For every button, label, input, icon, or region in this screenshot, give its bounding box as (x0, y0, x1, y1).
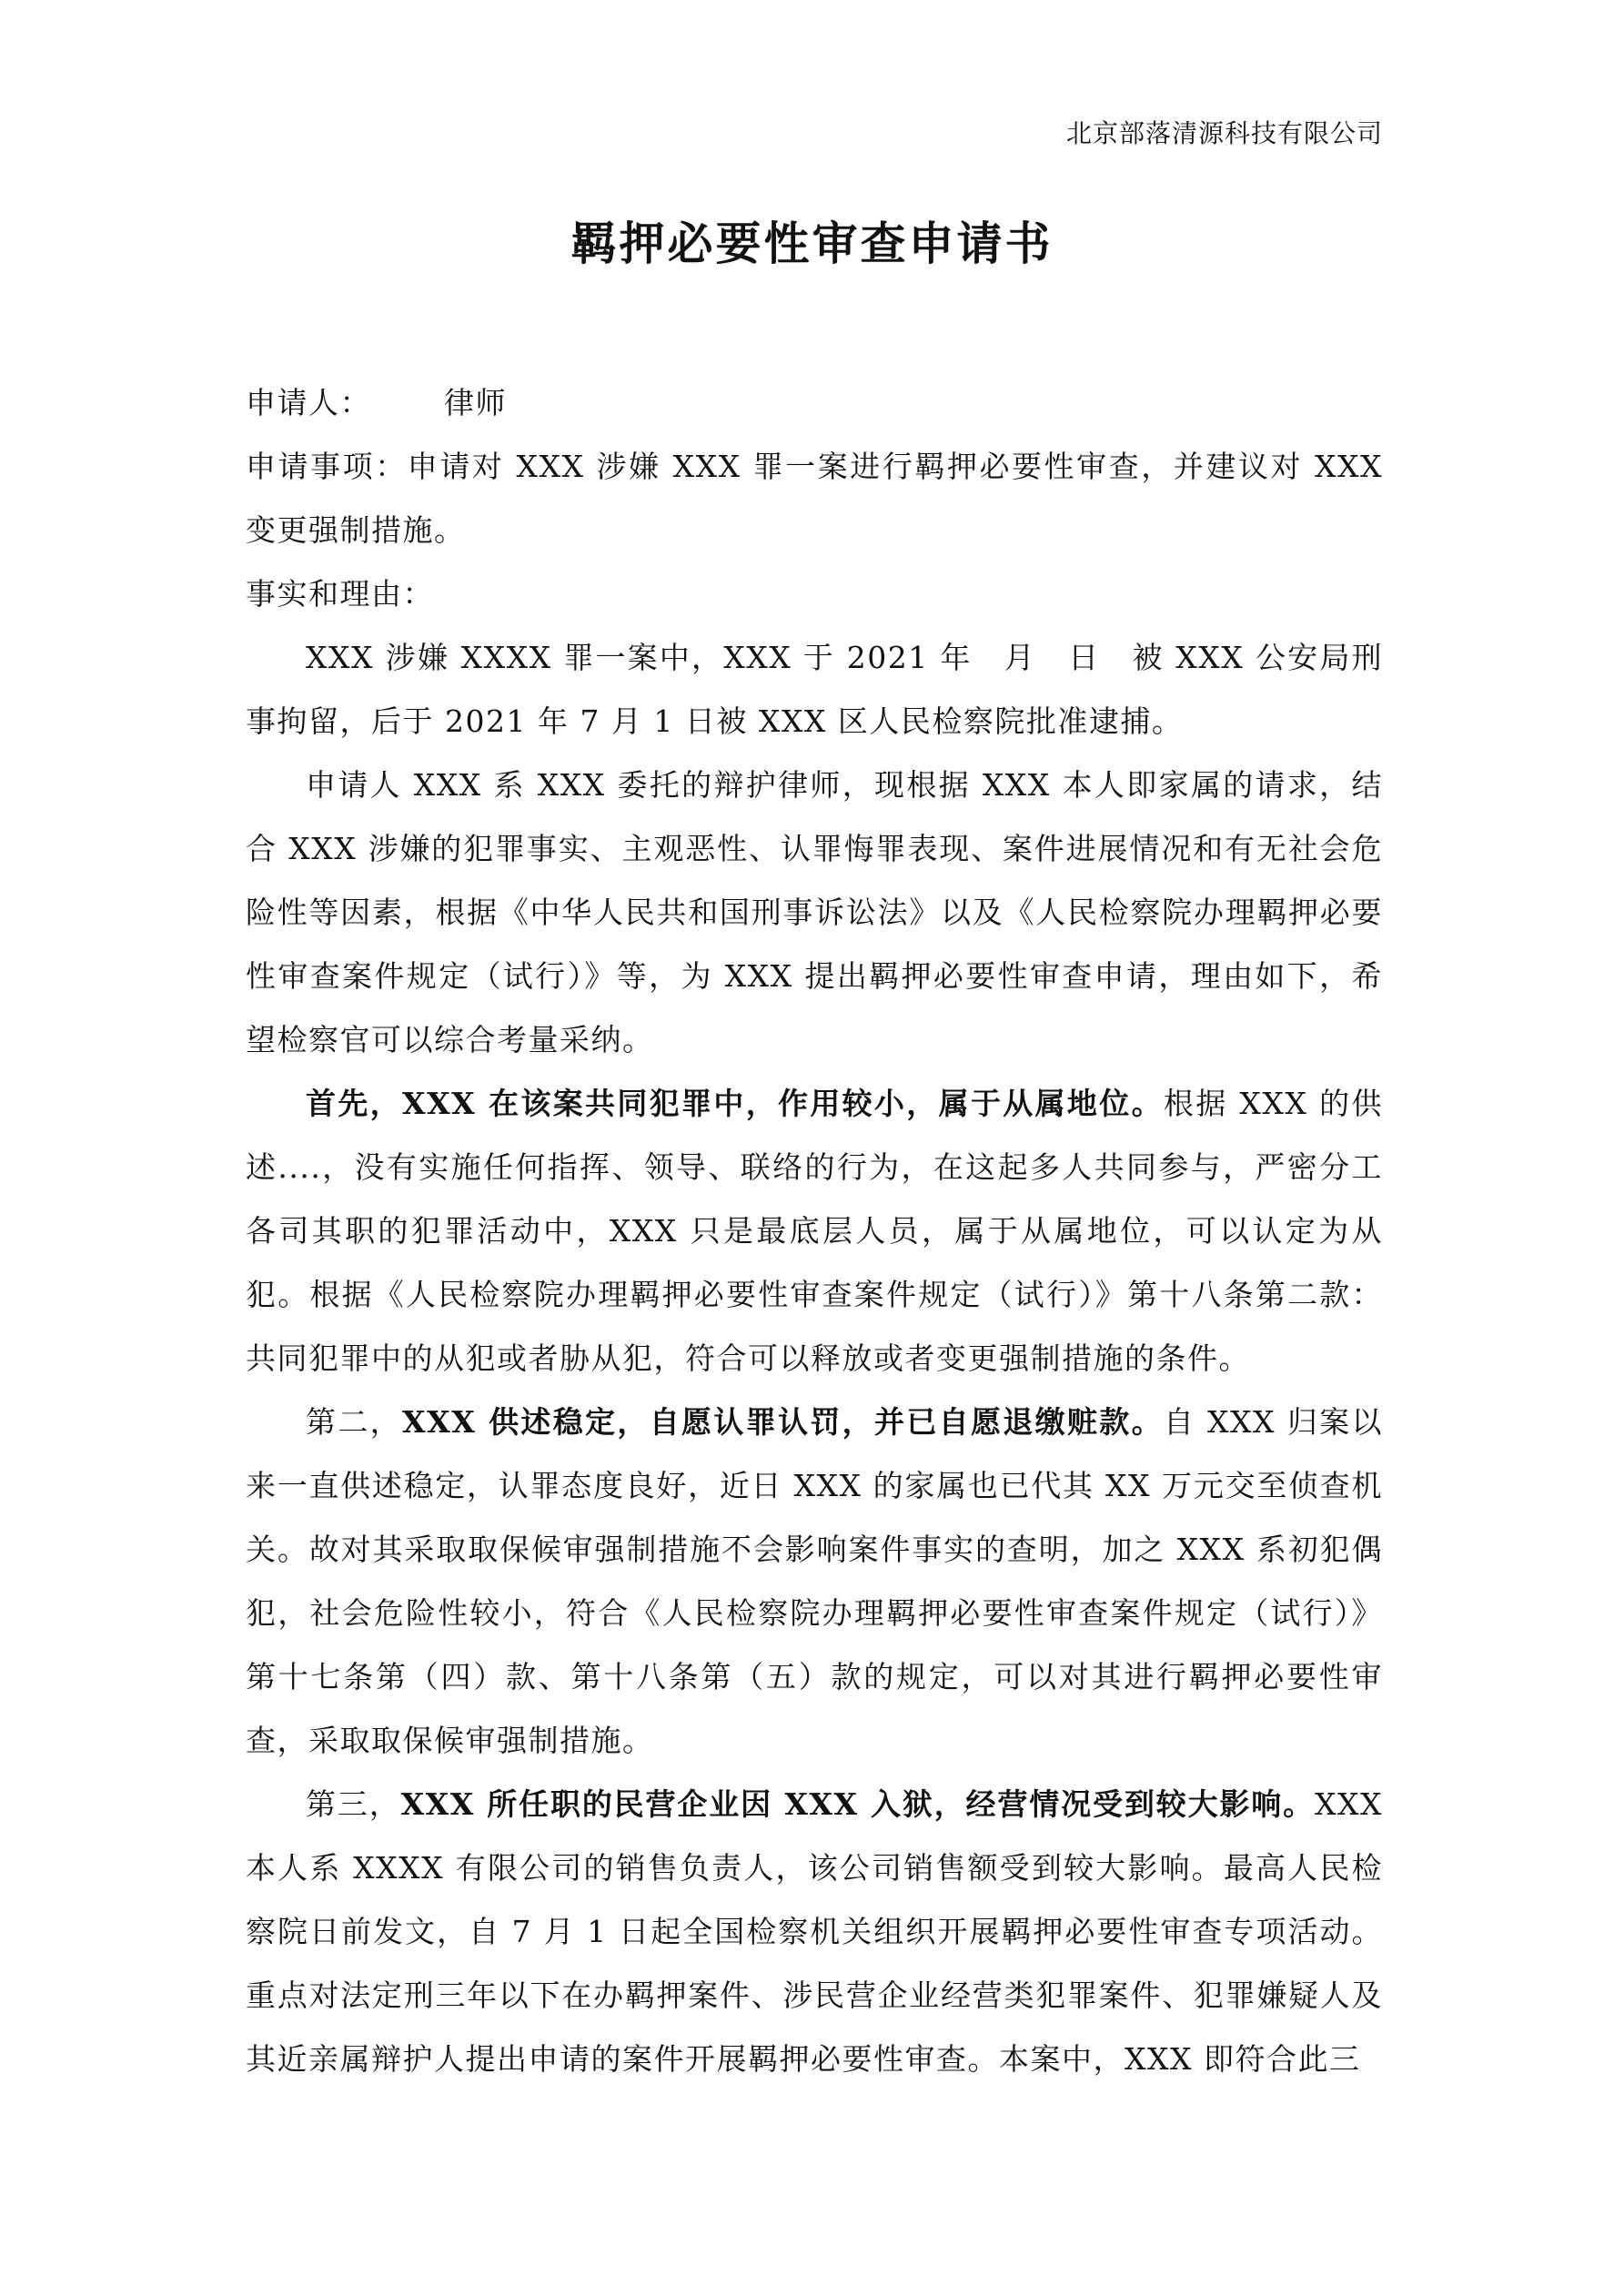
reason-third-lead: 第三， (306, 1786, 401, 1822)
applicant-value: 律师 (444, 385, 507, 420)
paragraph-case-background: XXX 涉嫌 XXXX 罪一案中，XXX 于 2021 年 月 日 被 XXX 公安局刑事拘留，后于 2021 年 7 月 1 日被 XXX 区人民检察院批准逮捕。 (246, 640, 1383, 739)
facts-heading: 事实和理由： (246, 576, 434, 612)
reason-third-text: XXX 本人系 XXXX 有限公司的销售负责人，该公司销售额受到较大影响。最高人民检察院日前发文，自 7 月 1 日起全国检察机关组织开展羁押必要性审查专项活动。重点对法定刑三年以下在办羁押案件、涉民营企业经营类犯罪案件、犯罪嫌疑人及其近亲属辩护人提出申请的案件开展羁押必要性审查。本案中，XXX 即符合此三 (246, 1786, 1383, 2077)
paragraph-reason-second (246, 1391, 1383, 1773)
paragraph-application-basis: 申请人 XXX 系 XXX 委托的辩护律师，现根据 XXX 本人即家属的请求，结合 XXX 涉嫌的犯罪事实、主观恶性、认罪悔罪表现、案件进展情况和有无社会危险性等因素，根据《中华人民共和国刑事诉讼法》以及《人民检察院办理羁押必要性审查案件规定（试行）》等，为 XXX 提出羁押必要性审查申请，理由如下，希望检察官可以综合考量采纳。 (246, 767, 1383, 1057)
company-name-header: 北京部落清源科技有限公司 (1065, 118, 1383, 148)
request-text: 申请对 XXX 涉嫌 XXX 罪一案进行羁押必要性审查，并建议对 XXX 变更强制措施。 (246, 449, 1384, 548)
reason-second-heading: XXX 供述稳定，自愿认罪认罚，并已自愿退缴赃款。 (401, 1404, 1164, 1440)
paragraph-reason-first (246, 1072, 1383, 1391)
request-label: 申请事项： (246, 449, 408, 484)
reason-third-heading: XXX 所任职的民营企业因 XXX 入狱，经营情况受到较大影响。 (400, 1786, 1316, 1822)
applicant-line (246, 371, 1383, 435)
reason-second-lead: 第二， (306, 1404, 402, 1440)
applicant-label: 申请人： (246, 385, 371, 420)
request-line (246, 435, 1383, 562)
reason-first-heading: 首先，XXX 在该案共同犯罪中，作用较小，属于从属地位。 (306, 1086, 1164, 1121)
reason-first-text: 根据 XXX 的供述....，没有实施任何指挥、领导、联络的行为，在这起多人共同参与，严密分工各司其职的犯罪活动中，XXX 只是最底层人员，属于从属地位，可以认定为从犯。根据《人民检察院办理羁押必要性审查案件规定（试行）》第十八条第二款：共同犯罪中的从犯或者胁从犯，符合可以释放或者变更强制措施的条件。 (246, 1086, 1383, 1376)
document-body (246, 371, 1383, 2091)
paragraph-reason-third (246, 1773, 1383, 2091)
reason-second-text: 自 XXX 归案以来一直供述稳定，认罪态度良好，近日 XXX 的家属也已代其 XX 万元交至侦查机关。故对其采取取保候审强制措施不会影响案件事实的查明，加之 XXX 系初犯偶犯，社会危险性较小，符合《人民检察院办理羁押必要性审查案件规定（试行）》第十七条第（四）款、第十八条第（五）款的规定，可以对其进行羁押必要性审查，采取取保候审强制措施。 (246, 1404, 1384, 1758)
document-title: 羁押必要性审查申请书 (570, 217, 1054, 270)
